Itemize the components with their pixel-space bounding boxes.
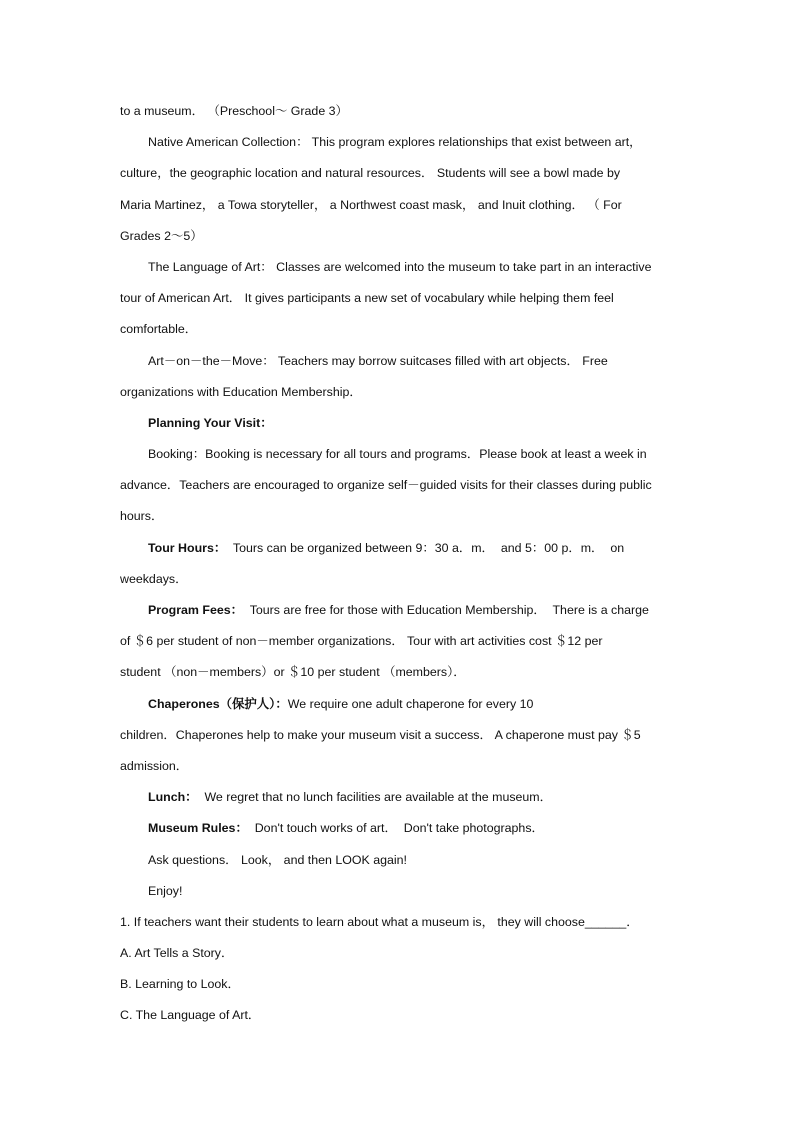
paragraph-chaperones (120, 694, 676, 725)
museum-rules-text: Don't touch works of art． Don't take photographs． (247, 821, 544, 836)
document-body (120, 101, 676, 1037)
program-fees-label: Program Fees： (148, 603, 244, 617)
text-line: tour of American Art． It gives participants a new set of vocabulary while helping them feel (120, 291, 614, 306)
option-c: C. The Language of Art． (120, 1008, 261, 1023)
lunch-label: Lunch： (148, 790, 198, 805)
paragraph-native-american-collection: Native American Collection： This program explores relationships that exist between art， (148, 135, 642, 150)
paragraph-language-of-art: The Language of Art： Classes are welcomed into the museum to take part in an interactive (148, 259, 652, 274)
paragraph-museum-rules (120, 818, 676, 849)
question-1: 1. If teachers want their students to learn about what a museum is， they will choose______． (120, 914, 639, 929)
text-line: comfortable． (120, 322, 198, 337)
paragraph-tour-hours (120, 538, 676, 569)
text-line: Grades 2～5） (120, 228, 203, 243)
text-line: hours． (120, 509, 164, 524)
text-line: Maria Martinez， a Towa storyteller， a Northwest coast mask， and Inuit clothing． （ For (120, 197, 622, 212)
text-line: of ＄6 per student of non－member organizations． Tour with art activities cost ＄12 per (120, 634, 603, 649)
paragraph-lunch (120, 787, 676, 818)
text-line: student （non－members）or ＄10 per student （members）． (120, 665, 466, 680)
tour-hours-text: Tours can be organized between 9：30 a．m． and 5：00 p．m． on (226, 540, 625, 555)
text-line: advance．Teachers are encouraged to organize self－guided visits for their classes during public (120, 478, 652, 493)
text-line: Ask questions． Look， and then LOOK again! (148, 852, 407, 867)
text-line: children．Chaperones help to make your museum visit a success． A chaperone must pay ＄5 (120, 727, 641, 742)
text-line: weekdays． (120, 571, 188, 586)
text-line: to a museum． （Preschool～ Grade 3） (120, 104, 348, 118)
section-heading-planning-your-visit: Planning Your Visit： (148, 415, 273, 430)
paragraph-booking: Booking：Booking is necessary for all tours and programs．Please book at least a week in (148, 447, 647, 462)
program-fees-text: Tours are free for those with Education Membership． There is a charge (243, 603, 649, 617)
option-b: B. Learning to Look． (120, 977, 240, 992)
text-line: admission． (120, 758, 189, 773)
paragraph-program-fees (120, 600, 676, 631)
tour-hours-label: Tour Hours： (148, 540, 227, 555)
text-line: Enjoy! (148, 883, 183, 898)
museum-rules-label: Museum Rules： (148, 821, 248, 836)
paragraph-art-on-the-move: Art－on－the－Move： Teachers may borrow suitcases filled with art objects． Free (148, 353, 608, 368)
chaperones-label: Chaperones（保护人）： (148, 696, 288, 711)
lunch-text: We regret that no lunch facilities are available at the museum． (197, 790, 553, 805)
text-line: culture，the geographic location and natural resources． Students will see a bowl made by (120, 166, 621, 181)
chaperones-text: We require one adult chaperone for every 10 (287, 696, 534, 711)
text-line: organizations with Education Membership． (120, 384, 362, 399)
option-a: A. Art Tells a Story． (120, 946, 234, 961)
